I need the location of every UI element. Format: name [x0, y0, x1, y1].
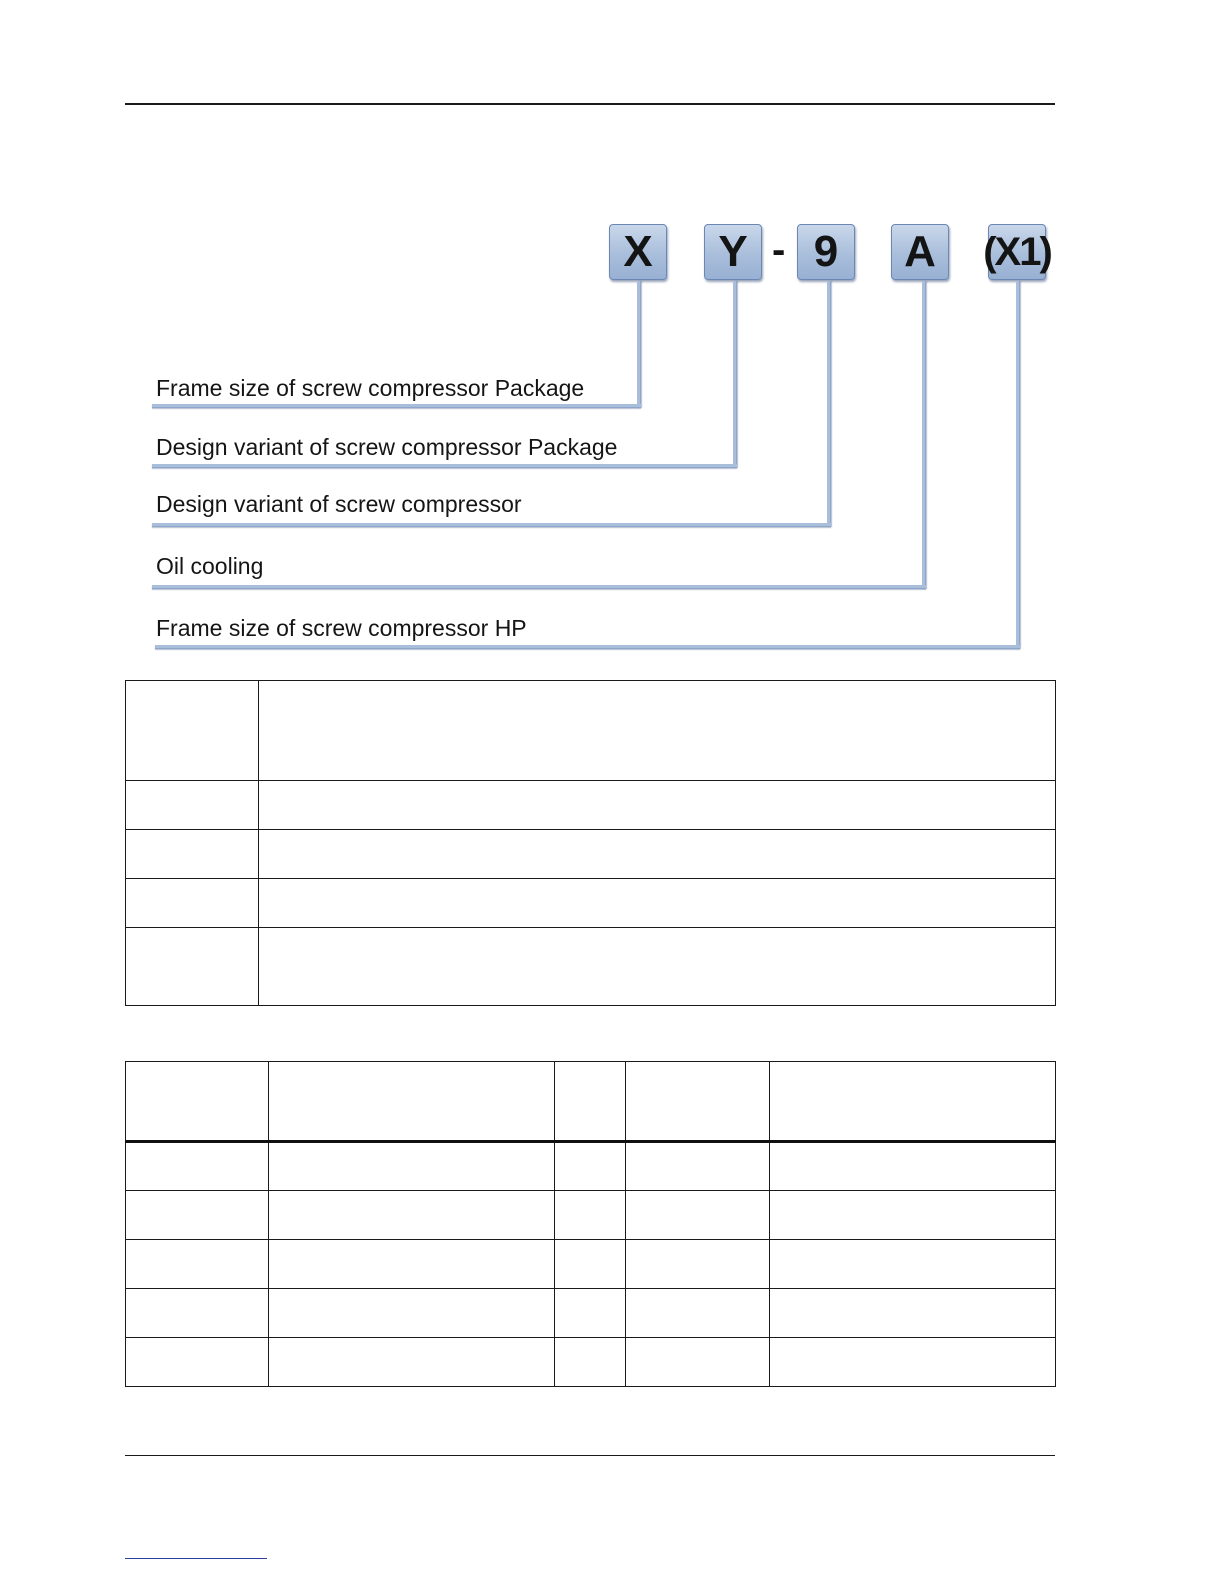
table-row: [126, 1240, 1056, 1289]
table-cell: [126, 1338, 269, 1387]
table-cell: [126, 681, 259, 781]
leader-horizontal-design-variant-package: [152, 464, 737, 468]
table-row: [126, 928, 1056, 1006]
leader-vertical-design-variant-package: [733, 281, 737, 468]
legend-label-design-variant-package: Design variant of screw compressor Package: [156, 434, 618, 460]
table-row: [126, 781, 1056, 830]
table-cell: [126, 830, 259, 879]
leader-vertical-design-variant-compressor: [827, 281, 831, 527]
leader-horizontal-frame-size-package: [152, 404, 641, 408]
code-box-oil-cooling: A: [891, 224, 949, 280]
table-cell: [126, 928, 259, 1006]
table-header-cell: [126, 1062, 269, 1142]
table-cell: [626, 1240, 770, 1289]
table-row: [126, 1289, 1056, 1338]
table-cell: [269, 1289, 555, 1338]
table-cell: [126, 781, 259, 830]
footer-rule: [125, 1455, 1055, 1456]
table-cell: [626, 1338, 770, 1387]
table-row: [126, 1338, 1056, 1387]
table-cell: [259, 879, 1056, 928]
designation-table: [125, 680, 1056, 1006]
table-cell: [555, 1240, 626, 1289]
table-cell: [259, 830, 1056, 879]
leader-horizontal-design-variant-compressor: [152, 523, 831, 527]
table-cell: [555, 1142, 626, 1191]
code-box-frame-size-hp: (X1): [988, 224, 1046, 280]
table-cell: [259, 928, 1056, 1006]
table-cell: [269, 1142, 555, 1191]
table-cell: [269, 1240, 555, 1289]
table-header-cell: [770, 1062, 1056, 1142]
footer-link-underline[interactable]: [125, 1558, 267, 1559]
table-cell: [259, 681, 1056, 781]
legend-label-design-variant-compressor: Design variant of screw compressor: [156, 491, 522, 517]
header-rule: [125, 103, 1055, 105]
table-row: [126, 830, 1056, 879]
table-cell: [126, 1240, 269, 1289]
leader-horizontal-oil-cooling: [152, 585, 926, 589]
legend-label-frame-size-package: Frame size of screw compressor Package: [156, 375, 585, 401]
table-cell: [770, 1191, 1056, 1240]
table-cell: [770, 1142, 1056, 1191]
table-cell: [770, 1338, 1056, 1387]
table-cell: [770, 1240, 1056, 1289]
table-cell: [555, 1338, 626, 1387]
leader-vertical-frame-size-package: [637, 281, 641, 408]
table-cell: [126, 1191, 269, 1240]
table-header-cell: [555, 1062, 626, 1142]
table-cell: [626, 1142, 770, 1191]
table-cell: [269, 1338, 555, 1387]
legend-label-frame-size-hp: Frame size of screw compressor HP: [156, 615, 527, 641]
table-cell: [555, 1289, 626, 1338]
table-cell: [626, 1289, 770, 1338]
leader-vertical-oil-cooling: [922, 281, 926, 589]
table-row: [126, 1191, 1056, 1240]
legend-label-oil-cooling: Oil cooling: [156, 553, 264, 579]
code-separator: -: [772, 228, 786, 272]
table-cell: [770, 1289, 1056, 1338]
leader-vertical-frame-size-hp: [1016, 281, 1020, 649]
table-row: [126, 681, 1056, 781]
code-box-design-variant-compressor: 9: [797, 224, 855, 280]
table-cell: [126, 1289, 269, 1338]
table-row: [126, 1142, 1056, 1191]
table-header-row: [126, 1062, 1056, 1142]
table-row: [126, 879, 1056, 928]
code-box-design-variant-package: Y: [704, 224, 762, 280]
table-header-cell: [269, 1062, 555, 1142]
leader-horizontal-frame-size-hp: [155, 645, 1020, 649]
table-cell: [259, 781, 1056, 830]
specification-table: [125, 1061, 1056, 1387]
table-cell: [555, 1191, 626, 1240]
table-cell: [269, 1191, 555, 1240]
table-cell: [126, 1142, 269, 1191]
table-cell: [626, 1191, 770, 1240]
table-cell: [126, 879, 259, 928]
code-box-frame-size-package: X: [609, 224, 667, 280]
table-header-cell: [626, 1062, 770, 1142]
